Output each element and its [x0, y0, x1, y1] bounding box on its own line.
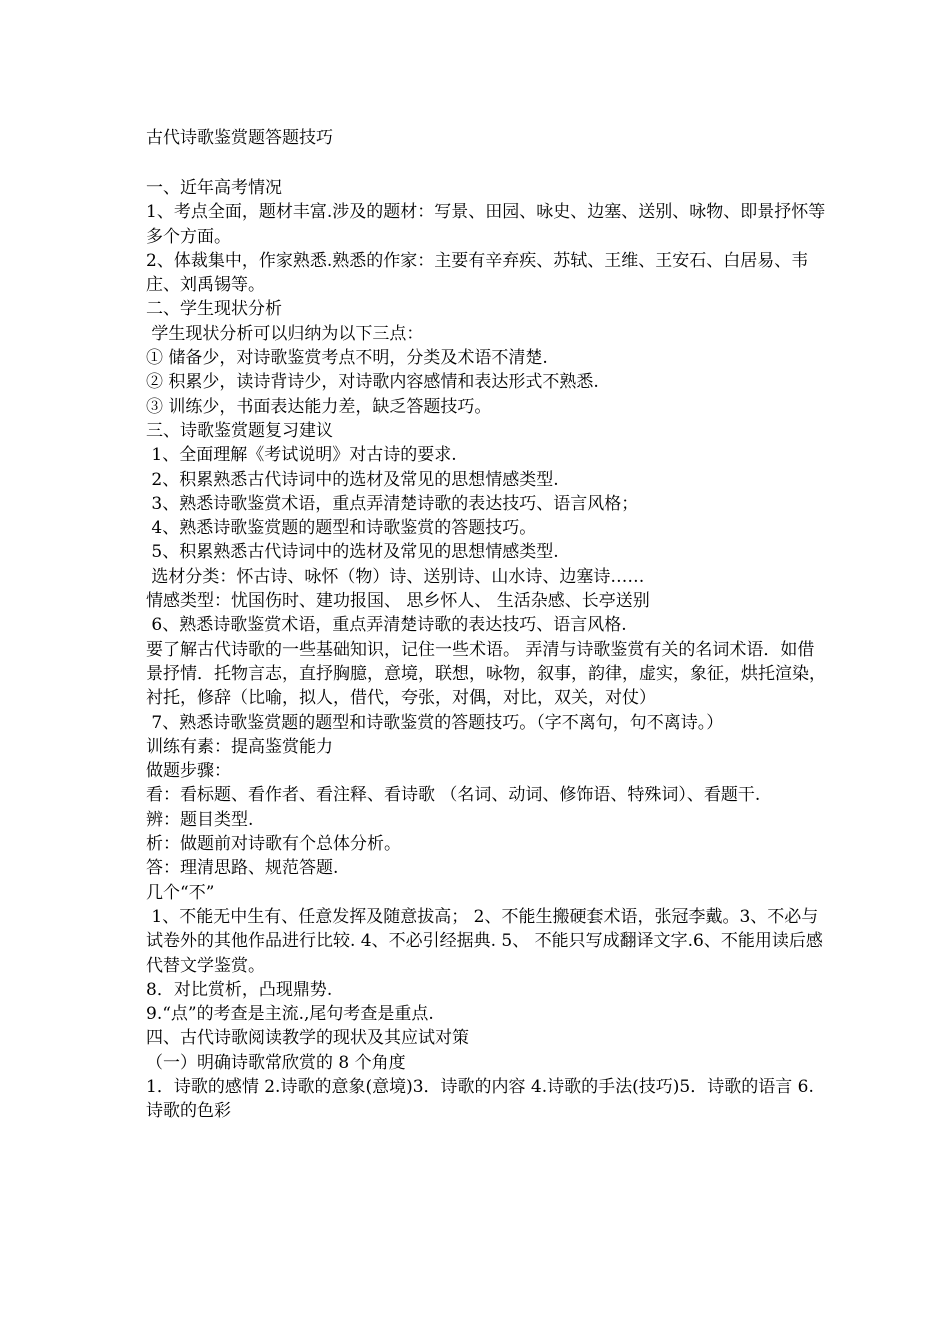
paragraph: 析：做题前对诗歌有个总体分析。 [146, 834, 401, 855]
paragraph: 做题步骤： [146, 761, 231, 782]
paragraph: 选材分类：怀古诗、咏怀（物）诗、送别诗、山水诗、边塞诗…… [146, 566, 645, 587]
list-item: ③ 训练少，书面表达能力差，缺乏答题技巧。 [146, 396, 492, 417]
list-item: ② 积累少，读诗背诗少，对诗歌内容感情和表达形式不熟悉. [146, 372, 599, 393]
paragraph: 9.“点”的考查是主流.,尾句考查是重点. [146, 1004, 434, 1025]
paragraph: 训练有素：提高鉴赏能力 [146, 736, 333, 757]
paragraph: 要了解古代诗歌的一些基础知识，记住一些术语。 弄清与诗歌鉴赏有关的名词术语．如借景抒情．托物言志，直抒胸臆，意境，联想，咏物，叙事，韵律，虚实，象征，烘托渲染，衬托，修辞（比喻，拟人，借代，夸张，对偶，对比，双关，对仗） [146, 639, 826, 709]
list-item: 2、积累熟悉古代诗词中的选材及常见的思想情感类型. [146, 469, 559, 490]
paragraph: 1．诗歌的感情 2.诗歌的意象(意境)3．诗歌的内容 4.诗歌的手法(技巧)5．诗歌的语言 6.诗歌的色彩 [146, 1076, 814, 1122]
list-item: 4、熟悉诗歌鉴赏题的题型和诗歌鉴赏的答题技巧。 [146, 518, 537, 539]
paragraph: 1、不能无中生有、任意发挥及随意拔高； 2、不能生搬硬套术语，张冠李戴。3、不必与试卷外的其他作品进行比较. 4、不必引经据典. 5、 不能只写成翻译文字.6、不能用读后感代替文学鉴赏。 [146, 906, 823, 976]
document-title: 古代诗歌鉴赏题答题技巧 [146, 128, 333, 148]
paragraph: 1、考点全面，题材丰富.涉及的题材：写景、田园、咏史、边塞、送别、咏物、即景抒怀等多个方面。 [146, 202, 826, 247]
paragraph: 情感类型：忧国伤时、建功报国、 思乡怀人、 生活杂感、长亭送别 [146, 591, 650, 612]
paragraph: 2、体裁集中，作家熟悉.熟悉的作家：主要有辛弃疾、苏轼、王维、王安石、白居易、韦庄、刘禹锡等。 [146, 250, 809, 296]
paragraph: 学生现状分析可以归纳为以下三点： [146, 323, 424, 344]
section-heading-3: 三、诗歌鉴赏题复习建议 [146, 420, 333, 441]
section-heading-4: 四、古代诗歌阅读教学的现状及其应试对策 [146, 1028, 469, 1049]
paragraph: 8．对比赏析，凸现鼎势. [146, 979, 333, 1000]
list-item: 6、熟悉诗歌鉴赏术语，重点弄清楚诗歌的表达技巧、语言风格. [146, 615, 627, 636]
list-item: 1、全面理解《考试说明》对古诗的要求. [146, 445, 457, 466]
paragraph: 辨：题目类型. [146, 809, 254, 830]
list-item: 7、熟悉诗歌鉴赏题的题型和诗歌鉴赏的答题技巧。（字不离句，句不离诗。） [146, 712, 724, 733]
list-item: 5、积累熟悉古代诗词中的选材及常见的思想情感类型. [146, 542, 559, 563]
paragraph: 看：看标题、看作者、看注释、看诗歌 （名词、动词、修饰语、特殊词）、看题干. [146, 785, 761, 806]
list-item: 3、熟悉诗歌鉴赏术语，重点弄清楚诗歌的表达技巧、语言风格； [146, 493, 639, 514]
document-body [146, 176, 826, 1124]
paragraph: 几个“不” [146, 882, 215, 903]
paragraph: 答：理清思路、规范答题. [146, 858, 339, 879]
document-page [146, 126, 826, 1124]
section-heading-1: 一、近年高考情况 [146, 178, 282, 198]
section-heading-2: 二、学生现状分析 [146, 299, 282, 320]
paragraph: （一）明确诗歌常欣赏的 8 个角度 [146, 1052, 406, 1073]
list-item: ① 储备少，对诗歌鉴赏考点不明，分类及术语不清楚. [146, 348, 548, 369]
